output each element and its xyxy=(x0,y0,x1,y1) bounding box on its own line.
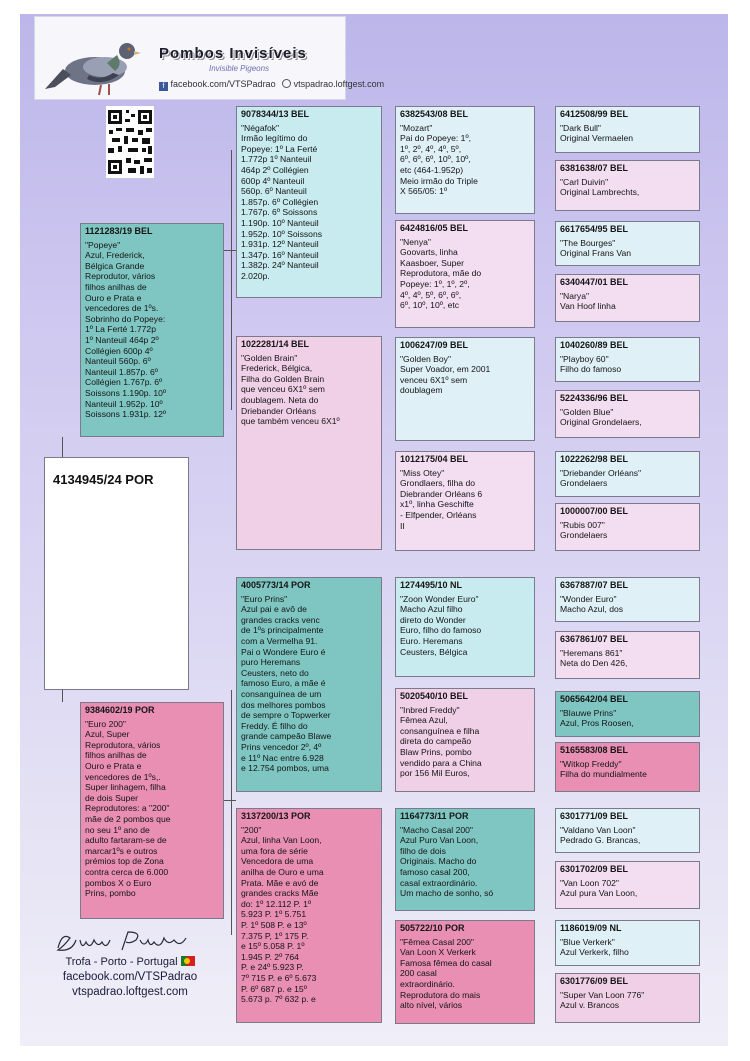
gen4-box[interactable] xyxy=(555,503,700,551)
pigeon-name: "Heremans 861" xyxy=(560,647,623,658)
location-text: Trofa - Porto - Portugal xyxy=(65,956,178,968)
gen3-box[interactable] xyxy=(395,106,535,214)
contact-facebook-link[interactable]: facebook.com/VTSPadrao xyxy=(62,971,198,983)
pigeon-name: "Dark Bull" xyxy=(560,122,601,133)
pigeon-ring-id: 1186019/09 NL xyxy=(560,923,622,933)
pigeon-description: Super Voador, em 2001 venceu 6X1º sem doublagem xyxy=(400,364,491,396)
pigeon-ring-id: 5224336/96 BEL xyxy=(560,393,629,403)
pigeon-ring-id: 6367861/07 BEL xyxy=(560,634,629,644)
pigeon-ring-id: 6424816/05 BEL xyxy=(400,223,469,233)
pigeon-name: "Négafok" xyxy=(241,122,280,133)
pigeon-name: "Golden Brain" xyxy=(241,352,298,363)
pigeon-name: "200" xyxy=(241,824,262,835)
pigeon-description: Grondlaers, filha do Diebrander Orléans 6 x1º, linha Geschifte - Elfpender, Orléans II xyxy=(400,478,483,531)
pigeon-name: "Blauwe Prins" xyxy=(560,707,617,718)
pigeon-description: Fêmea Azul, consanguínea e filha direta do campeão Blaw Prins, pombo vendido para a China por 156 Mil Euros, xyxy=(400,715,482,779)
gen4-box[interactable] xyxy=(555,577,700,622)
pigeon-ring-id: 1022281/14 BEL xyxy=(241,339,310,349)
gen4-box[interactable] xyxy=(555,973,700,1023)
gen3-box[interactable] xyxy=(395,220,535,328)
gen4-box[interactable] xyxy=(555,861,700,909)
pigeon-description: Goovarts, linha Kaasboer, Super Reprodutora, mãe do Popeye: 1º, 1º, 2º, 4º, 4º, 5º, 6º, 6º, 6º, 10º, 10º, etc xyxy=(400,247,482,311)
gen4-box[interactable] xyxy=(555,691,700,737)
pigeon-ring-id: 5020540/10 BEL xyxy=(400,691,469,701)
pigeon-ring-id: 6340447/01 BEL xyxy=(560,277,629,287)
contact-block xyxy=(40,955,220,1000)
brand-links xyxy=(159,79,384,91)
pigeon-name: "Euro Prins" xyxy=(241,593,288,604)
site-icon xyxy=(282,79,291,88)
pigeon-name: "Golden Boy" xyxy=(400,353,452,364)
brand-subtitle: Invisible Pigeons xyxy=(209,64,270,73)
pigeon-description: Filho do famoso xyxy=(560,364,622,375)
pigeon-ring-id: 6301702/09 BEL xyxy=(560,864,629,874)
gen4-box[interactable] xyxy=(555,631,700,679)
pigeon-name: "Macho Casal 200" xyxy=(400,824,473,835)
pigeon-description: Azul, Super Reprodutora, vários filhos anilhas de Ouro e Prata e vencedores de 1ºs,. Super linhagem, filha de dois Super Reprodutores: a "200" mãe de 2 pombos que no seu 1º ano de adulto fartaram-se de marcar1ºs e outros prémios top de Zona contra cerca de 6.000 pombos X o Euro Prins, pombo xyxy=(85,729,171,899)
pigeon-name: "Witkop Freddy" xyxy=(560,758,622,769)
connector-line xyxy=(224,250,236,251)
signature-image xyxy=(52,926,202,956)
pigeon-name: "Rubis 007" xyxy=(560,519,605,530)
pigeon-ring-id: 505722/10 POR xyxy=(400,923,465,933)
pigeon-ring-id: 9384602/19 POR xyxy=(85,705,155,715)
sire-box[interactable] xyxy=(80,223,224,437)
pigeon-description: Macho Azul filho direto do Wonder Euro, filho do famoso Euro. Heremans Ceusters, Bélgica xyxy=(400,604,482,657)
pigeon-description: Van Loon X Verkerk Famosa fêmea do casal 200 casal extraordinário. Reprodutora do mais alto nível, vários xyxy=(400,947,492,1011)
gen4-box[interactable] xyxy=(555,274,700,322)
gen3-box[interactable] xyxy=(395,920,535,1024)
pigeon-name: "Golden Blue" xyxy=(560,406,614,417)
pigeon-name: "Euro 200" xyxy=(85,718,126,729)
pigeon-description: Azul pura Van Loon, xyxy=(560,888,638,899)
gen4-box[interactable] xyxy=(555,390,700,438)
brand-title: Pombos Invisíveis xyxy=(159,45,307,62)
granddam-sire-box[interactable] xyxy=(236,336,382,550)
pigeon-description: Grondelaers xyxy=(560,530,608,541)
main-bird-id: 4134945/24 POR xyxy=(53,472,154,487)
pigeon-name: "Nenya" xyxy=(400,236,431,247)
facebook-icon: f xyxy=(159,82,168,91)
gen3-box[interactable] xyxy=(395,808,535,911)
brand-header xyxy=(34,16,385,100)
pigeon-description: Original Lambrechts, xyxy=(560,187,640,198)
pigeon-name: "Van Loon 702" xyxy=(560,877,619,888)
gen4-box[interactable] xyxy=(555,221,700,266)
pigeon-name: "Inbred Freddy" xyxy=(400,704,460,715)
pigeon-ring-id: 1274495/10 NL xyxy=(400,580,463,590)
gen4-box[interactable] xyxy=(555,160,700,211)
pigeon-description: Macho Azul, dos xyxy=(560,604,624,615)
pigeon-ring-id: 1040260/89 BEL xyxy=(560,340,629,350)
pigeon-ring-id: 6382543/08 BEL xyxy=(400,109,469,119)
pigeon-description: Filha do mundialmente xyxy=(560,769,647,780)
pigeon-description: Irmão legítimo do Popeye: 1º La Ferté 1.772p 1º Nanteuil 464p 2º Collégien 600p 4º Nanteuil 560p. 6º Nanteuil 1.857p. 6º Collégien 1.767p. 6º Soissons 1.190p. 10º Nanteuil 1.952p. 10º Soissons 1.931p. 12º Nanteuil 1.347p. 16º Nanteuil 1.382p. 24º Nanteuil 2.020p. xyxy=(241,133,323,281)
gen4-box[interactable] xyxy=(555,742,700,792)
granddam-dam-box[interactable] xyxy=(236,808,382,1023)
pigeon-ring-id: 4005773/14 POR xyxy=(241,580,311,590)
pigeon-ring-id: 6301776/09 BEL xyxy=(560,976,629,986)
connector-line xyxy=(231,690,232,935)
pigeon-description: Azul pai e avô de grandes cracks venc de 1ºs principalmente com a Vermelha 91. Pai o Wondere Euro é puro Heremans Ceusters, neto do famoso Euro, a mãe é consanguínea de um dos melhores pombos de sempre o Topwerker Freddy. É filho do grande campeão Blawe Prins vencedor 2º, 4º e 11º Nac entre 6.928 e 12.754 pombos, uma xyxy=(241,604,332,774)
pigeon-description: Original Grondelaers, xyxy=(560,417,642,428)
dam-box[interactable] xyxy=(80,702,224,919)
gen4-box[interactable] xyxy=(555,106,700,153)
pigeon-description: Pedrado G. Brancas, xyxy=(560,835,641,846)
pigeon-ring-id: 5065642/04 BEL xyxy=(560,694,629,704)
gen4-box[interactable] xyxy=(555,451,700,497)
gen3-box[interactable] xyxy=(395,451,535,551)
portugal-flag-icon xyxy=(181,956,195,966)
pigeon-name: "Super Van Loon 776" xyxy=(560,989,645,1000)
pigeon-name: "Valdano Van Loon" xyxy=(560,824,636,835)
pigeon-ring-id: 6367887/07 BEL xyxy=(560,580,629,590)
pigeon-name: "Popeye" xyxy=(85,239,121,250)
pigeon-name: "Carl Duivin" xyxy=(560,176,609,187)
pigeon-description: Original Vermaelen xyxy=(560,133,634,144)
pigeon-name: "Driebander Orléans" xyxy=(560,467,642,478)
gen4-box[interactable] xyxy=(555,337,700,382)
pigeon-description: Azul, Frederick, Bélgica Grande Reprodutor, vários filhos anilhas de Ouro e Prata e vencedores de 1ºs. Sobrinho do Popeye: 1º La Ferté 1.772p 1º Nanteuil 464p 2º Collégien 600p 4º Nanteuil 560p. 6º Nanteuil 1.857p. 6º Collégien 1.767p. 6º Soissons 1.190p. 10º Nanteuil 1.952p. 10º Soissons 1.931p. 12º xyxy=(85,250,167,420)
grandsire-sire-box[interactable] xyxy=(236,106,382,298)
pigeon-name: "Playboy 60" xyxy=(560,353,609,364)
pigeon-ring-id: 6412508/99 BEL xyxy=(560,109,629,119)
pigeon-ring-id: 3137200/13 POR xyxy=(241,811,311,821)
pigeon-description: Azul Puro Van Loon, filho de dois Originais. Macho do famoso casal 200, casal extraordinário. Um macho de sonho, só xyxy=(400,835,494,899)
pigeon-ring-id: 6617654/95 BEL xyxy=(560,224,629,234)
connector-line xyxy=(224,800,236,801)
qr-code-icon[interactable] xyxy=(106,106,154,178)
pigeon-description: Azul Verkerk, filho xyxy=(560,947,629,958)
gen3-box[interactable] xyxy=(395,577,535,677)
connector-line xyxy=(231,150,232,410)
pigeon-description: Van Hoof linha xyxy=(560,301,616,312)
pigeon-name: "Narya" xyxy=(560,290,590,301)
pigeon-name: "Wonder Euro" xyxy=(560,593,617,604)
pigeon-ring-id: 1164773/11 POR xyxy=(400,811,469,821)
pigeon-ring-id: 1022262/98 BEL xyxy=(560,454,629,464)
pigeon-description: Frederick, Bélgica, Filha do Golden Brain que venceu 6X1º sem doublagem. Neta do Driebander Orléans que também venceu 6X1º xyxy=(241,363,340,427)
pigeon-name: "Miss Otey" xyxy=(400,467,445,478)
contact-site-link[interactable]: vtspadrao.loftgest.com xyxy=(72,986,188,998)
pigeon-description: Neta do Den 426, xyxy=(560,658,628,669)
pigeon-ring-id: 1121283/19 BEL xyxy=(85,226,153,236)
pigeon-name: "The Bourges" xyxy=(560,237,616,248)
gen4-box[interactable] xyxy=(555,920,700,966)
pigeon-ring-id: 1000007/00 BEL xyxy=(560,506,629,516)
gen3-box[interactable] xyxy=(395,688,535,792)
pigeon-description: Azul, linha Van Loon, uma fora de série Vencedora de uma anilha de Ouro e uma Prata. Mãe e avó de grandes cracks Mãe do: 1º 12.112 P. 1º 5.923 P. 1º 5.751 P. 1º 508 P. e 13º 7.375 P, 1º 175 P. e 15º 5.058 P. 1º 1.945 P. 2º 764 P. e 24º 5.923 P. 7º 715 P. e 6º 5.673 P. 6º 687 p. e 15º 5.673 p. 7º 632 p. e xyxy=(241,835,324,1005)
gen3-box[interactable] xyxy=(395,337,535,441)
site-link[interactable]: vtspadrao.loftgest.com xyxy=(293,79,385,89)
grandsire-dam-box[interactable] xyxy=(236,577,382,792)
pigeon-ring-id: 9078344/13 BEL xyxy=(241,109,310,119)
pigeon-ring-id: 5165583/08 BEL xyxy=(560,745,629,755)
pigeon-icon xyxy=(43,29,143,99)
pigeon-name: "Mozart" xyxy=(400,122,433,133)
pigeon-name: "Blue Verkerk" xyxy=(560,936,615,947)
pigeon-description: Azul v. Brancos xyxy=(560,1000,620,1011)
connector-line xyxy=(62,690,63,702)
pigeon-name: "Zoon Wonder Euro" xyxy=(400,593,479,604)
pigeon-description: Grondelaers xyxy=(560,478,608,489)
pigeon-ring-id: 1006247/09 BEL xyxy=(400,340,469,350)
pigeon-description: Azul, Pros Roosen, xyxy=(560,718,634,729)
pigeon-ring-id: 1012175/04 BEL xyxy=(400,454,469,464)
pigeon-ring-id: 6301771/09 BEL xyxy=(560,811,629,821)
gen4-box[interactable] xyxy=(555,808,700,853)
main-bird-box[interactable] xyxy=(44,457,189,690)
facebook-link[interactable]: facebook.com/VTSPadrao xyxy=(170,79,276,89)
connector-line xyxy=(62,437,63,457)
pigeon-description: Original Frans Van xyxy=(560,248,632,259)
pigeon-name: "Fêmea Casal 200" xyxy=(400,936,474,947)
pigeon-ring-id: 6381638/07 BEL xyxy=(560,163,629,173)
pigeon-description: Pai do Popeye: 1º, 1º, 2º, 4º, 4º, 5º, 6º, 6º, 6º, 10º, 10º, etc (464-1.952p) Meio irmão do Triple X 565/05: 1º xyxy=(400,133,478,197)
